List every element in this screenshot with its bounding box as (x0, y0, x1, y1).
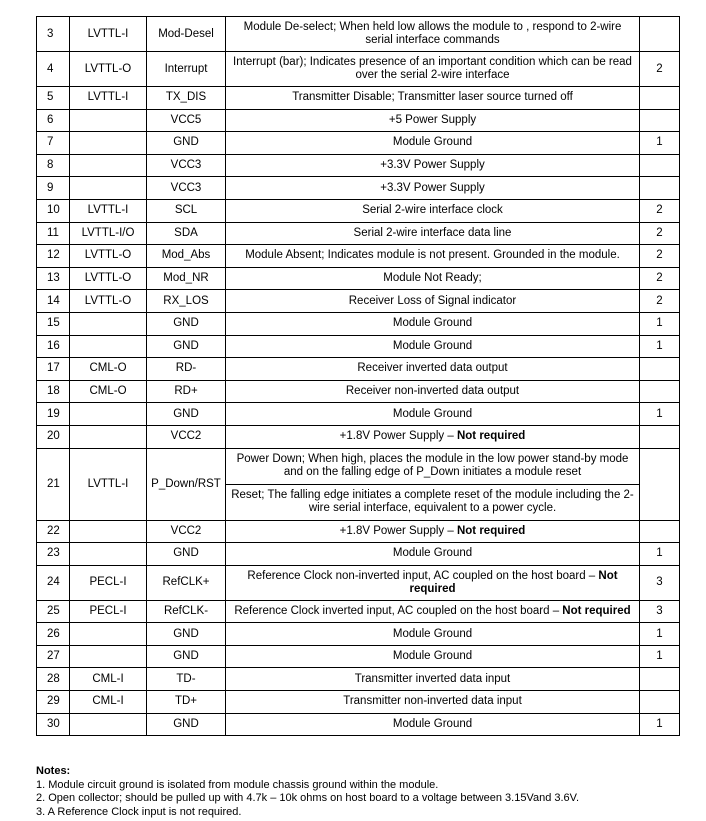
description-cell (226, 358, 640, 381)
description-cell (226, 132, 640, 155)
logic-cell (70, 154, 147, 177)
symbol-cell: Mod_Abs (147, 245, 226, 268)
table-row (37, 245, 680, 268)
description-text: Module Ground (392, 650, 473, 663)
table-row (37, 222, 680, 245)
pin-table-body (37, 17, 680, 736)
symbol-cell: Interrupt (147, 52, 226, 87)
description-cell (226, 543, 640, 566)
symbol-cell: GND (147, 132, 226, 155)
pin-number-cell: 30 (37, 713, 70, 736)
description-text: Module Ground (392, 407, 473, 420)
pin-number-cell: 26 (37, 623, 70, 646)
table-row (37, 132, 680, 155)
symbol-cell: RD+ (147, 380, 226, 403)
logic-cell: PECL-I (70, 600, 147, 623)
pin-number-cell: 23 (37, 543, 70, 566)
description-cell (226, 335, 640, 358)
logic-cell: CML-I (70, 668, 147, 691)
description-text: Module Ground (392, 339, 473, 352)
symbol-cell: SCL (147, 199, 226, 222)
symbol-cell: TX_DIS (147, 87, 226, 110)
description-cell (226, 713, 640, 736)
symbol-cell: VCC2 (147, 520, 226, 543)
description-cell (226, 380, 640, 403)
pin-number-cell: 15 (37, 312, 70, 335)
description-cell (226, 520, 640, 543)
logic-cell (70, 520, 147, 543)
note-cell: 2 (640, 222, 680, 245)
description-text: Serial 2-wire interface data line (353, 226, 512, 239)
pin-number-cell: 21 (37, 448, 70, 520)
description-text: +5 Power Supply (388, 113, 477, 126)
note-cell: 1 (640, 335, 680, 358)
note-cell: 3 (640, 600, 680, 623)
description-text: Serial 2-wire interface clock (362, 204, 503, 217)
description-text: Transmitter inverted data input (354, 672, 511, 685)
description-cell (226, 222, 640, 245)
table-row (37, 177, 680, 200)
symbol-cell: VCC3 (147, 177, 226, 200)
logic-cell (70, 543, 147, 566)
pin-number-cell: 10 (37, 199, 70, 222)
note-cell (640, 668, 680, 691)
symbol-cell: P_Down/RST (147, 448, 226, 520)
description-text: Power Down; When high, places the module in the low power stand-by mode and on the falling edge of P_Down initiates a module reset (236, 453, 629, 478)
description-cell (226, 623, 640, 646)
logic-cell: PECL-I (70, 565, 147, 600)
not-required-label: Not required (409, 569, 618, 595)
note-item: 2. Open collector; should be pulled up with 4.7k – 10k ohms on host board to a voltage between 3.15Vand 3.6V. (36, 792, 580, 804)
logic-cell (70, 645, 147, 668)
note-item: 3. A Reference Clock input is not required. (36, 805, 242, 818)
table-row (37, 645, 680, 668)
description-text: Interrupt (bar); Indicates presence of an important condition which can be read over the serial 2-wire interface (233, 56, 632, 81)
table-row (37, 623, 680, 646)
symbol-cell: VCC2 (147, 425, 226, 448)
symbol-cell: GND (147, 335, 226, 358)
not-required-label: Not required (456, 430, 526, 443)
notes-title: Notes: (36, 765, 71, 777)
table-row (37, 691, 680, 714)
description-cell (226, 109, 640, 132)
logic-cell: LVTTL-I (70, 87, 147, 110)
description-text: Module Not Ready; (383, 272, 482, 285)
logic-cell: LVTTL-O (70, 245, 147, 268)
description-text: Module Absent; Indicates module is not present. Grounded in the module. (245, 249, 620, 262)
description-cell (226, 600, 640, 623)
pin-number-cell: 7 (37, 132, 70, 155)
symbol-cell: RefCLK+ (147, 565, 226, 600)
logic-cell (70, 132, 147, 155)
pin-number-cell: 28 (37, 668, 70, 691)
pin-number-cell: 14 (37, 290, 70, 313)
symbol-cell: GND (147, 403, 226, 426)
logic-cell (70, 713, 147, 736)
note-cell (640, 448, 680, 520)
symbol-cell: RefCLK- (147, 600, 226, 623)
table-row (37, 358, 680, 381)
note-cell: 1 (640, 623, 680, 646)
logic-cell: LVTTL-O (70, 290, 147, 313)
notes-section (36, 765, 579, 819)
description-text: Receiver Loss of Signal indicator (348, 294, 517, 307)
pin-number-cell: 11 (37, 222, 70, 245)
description-cell (226, 645, 640, 668)
description-cell (226, 87, 640, 110)
symbol-cell: GND (147, 543, 226, 566)
pin-number-cell: 8 (37, 154, 70, 177)
description-cell (226, 290, 640, 313)
pin-number-cell: 24 (37, 565, 70, 600)
pin-number-cell: 6 (37, 109, 70, 132)
description-text: Transmitter non-inverted data input (343, 695, 522, 708)
logic-cell (70, 403, 147, 426)
not-required-label: Not required (456, 524, 526, 537)
description-cell (226, 267, 640, 290)
table-row (37, 713, 680, 736)
note-cell: 1 (640, 403, 680, 426)
note-item: 1. Module circuit ground is isolated from module chassis ground within the module. (36, 778, 439, 791)
table-row (37, 52, 680, 87)
pin-number-cell: 20 (37, 425, 70, 448)
description-text: Module Ground (392, 136, 473, 149)
description-cell (226, 52, 640, 87)
description-text: Reference Clock non-inverted input, AC coupled on the host board – (247, 569, 599, 582)
symbol-cell: TD+ (147, 691, 226, 714)
table-row (37, 543, 680, 566)
note-cell (640, 17, 680, 52)
pin-number-cell: 27 (37, 645, 70, 668)
logic-cell (70, 335, 147, 358)
note-cell: 2 (640, 290, 680, 313)
symbol-cell: GND (147, 645, 226, 668)
logic-cell: LVTTL-I (70, 17, 147, 52)
note-cell (640, 87, 680, 110)
note-cell: 2 (640, 245, 680, 268)
description-cell (226, 425, 640, 448)
symbol-cell: RX_LOS (147, 290, 226, 313)
symbol-cell: VCC5 (147, 109, 226, 132)
symbol-cell: GND (147, 713, 226, 736)
table-row (37, 335, 680, 358)
logic-cell: LVTTL-I (70, 448, 147, 520)
description-cell (226, 403, 640, 426)
note-cell (640, 691, 680, 714)
description-cell (226, 154, 640, 177)
logic-cell: LVTTL-O (70, 267, 147, 290)
note-cell (640, 425, 680, 448)
pin-number-cell: 4 (37, 52, 70, 87)
description-cell (226, 199, 640, 222)
description-cell: Reset; The falling edge initiates a complete reset of the module including the 2-wire serial interface, equivalent to a power cycle. (226, 484, 640, 520)
pin-number-cell: 3 (37, 17, 70, 52)
description-text: Module Ground (392, 547, 473, 560)
symbol-cell: TD- (147, 668, 226, 691)
symbol-cell: GND (147, 312, 226, 335)
table-row (37, 565, 680, 600)
symbol-cell: GND (147, 623, 226, 646)
logic-cell (70, 623, 147, 646)
description-cell (226, 312, 640, 335)
note-cell: 1 (640, 543, 680, 566)
table-row (37, 668, 680, 691)
table-row (37, 520, 680, 543)
description-cell (226, 448, 640, 484)
table-row (37, 199, 680, 222)
description-cell (226, 668, 640, 691)
note-cell (640, 380, 680, 403)
logic-cell: LVTTL-I/O (70, 222, 147, 245)
note-cell: 1 (640, 132, 680, 155)
note-cell (640, 154, 680, 177)
note-cell (640, 358, 680, 381)
pin-number-cell: 22 (37, 520, 70, 543)
pin-number-cell: 29 (37, 691, 70, 714)
note-cell (640, 520, 680, 543)
note-cell: 2 (640, 52, 680, 87)
description-text: Module Ground (392, 627, 473, 640)
description-text: Receiver inverted data output (357, 362, 508, 375)
pin-number-cell: 16 (37, 335, 70, 358)
note-cell (640, 177, 680, 200)
pin-number-cell: 9 (37, 177, 70, 200)
description-text: Module Ground (392, 317, 473, 330)
logic-cell: CML-O (70, 380, 147, 403)
description-cell (226, 177, 640, 200)
logic-cell (70, 425, 147, 448)
logic-cell (70, 109, 147, 132)
pin-definition-table (36, 16, 680, 736)
table-row (37, 425, 680, 448)
logic-cell: CML-O (70, 358, 147, 381)
pin-number-cell: 17 (37, 358, 70, 381)
table-row (37, 87, 680, 110)
description-cell (226, 565, 640, 600)
description-text: +3.3V Power Supply (380, 159, 485, 172)
pin-number-cell: 13 (37, 267, 70, 290)
table-row (37, 600, 680, 623)
pin-number-cell: 5 (37, 87, 70, 110)
description-text: +1.8V Power Supply – (339, 430, 457, 443)
table-row (37, 154, 680, 177)
symbol-cell: VCC3 (147, 154, 226, 177)
description-text: Module Ground (392, 717, 473, 730)
description-cell (226, 17, 640, 52)
logic-cell (70, 177, 147, 200)
pin-number-cell: 12 (37, 245, 70, 268)
description-text: +3.3V Power Supply (380, 181, 485, 194)
description-cell (226, 691, 640, 714)
note-cell (640, 109, 680, 132)
logic-cell (70, 312, 147, 335)
pin-number-cell: 25 (37, 600, 70, 623)
not-required-label: Not required (562, 604, 631, 617)
note-cell: 1 (640, 713, 680, 736)
description-text: +1.8V Power Supply – (339, 524, 457, 537)
logic-cell: LVTTL-I (70, 199, 147, 222)
table-row (37, 267, 680, 290)
description-text: Reference Clock inverted input, AC coupled on the host board – (234, 604, 563, 617)
table-row (37, 448, 680, 484)
pin-number-cell: 18 (37, 380, 70, 403)
logic-cell: LVTTL-O (70, 52, 147, 87)
table-row (37, 17, 680, 52)
logic-cell: CML-I (70, 691, 147, 714)
table-row (37, 312, 680, 335)
description-text: Receiver non-inverted data output (345, 385, 520, 398)
table-row (37, 109, 680, 132)
table-row (37, 290, 680, 313)
note-cell: 3 (640, 565, 680, 600)
symbol-cell: Mod-Desel (147, 17, 226, 52)
note-cell: 1 (640, 312, 680, 335)
pin-number-cell: 19 (37, 403, 70, 426)
table-row (37, 380, 680, 403)
description-cell (226, 245, 640, 268)
symbol-cell: RD- (147, 358, 226, 381)
note-cell: 2 (640, 267, 680, 290)
symbol-cell: SDA (147, 222, 226, 245)
description-text: Module De-select; When held low allows the module to , respond to 2-wire serial interface commands (243, 21, 622, 46)
note-cell: 2 (640, 199, 680, 222)
symbol-cell: Mod_NR (147, 267, 226, 290)
description-text: Transmitter Disable; Transmitter laser source turned off (292, 91, 573, 104)
note-cell: 1 (640, 645, 680, 668)
table-row (37, 403, 680, 426)
